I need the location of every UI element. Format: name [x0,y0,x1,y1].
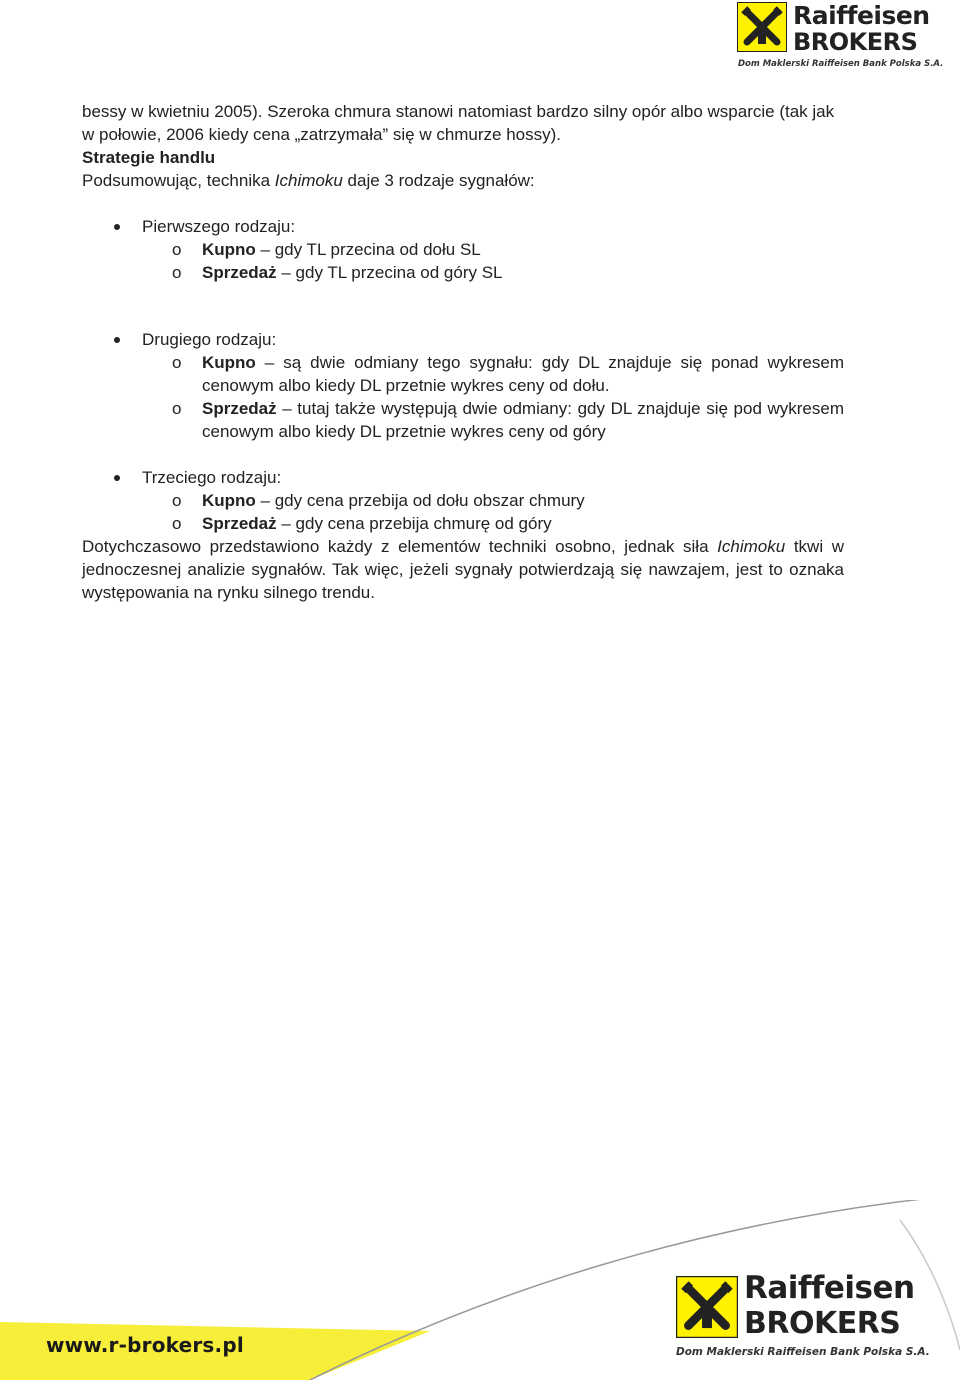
intro-paragraph: bessy w kwietniu 2005). Szeroka chmura stanowi natomiast bardzo silny opór albo wsparcie (tak jak w połowie, 2006 kiedy cena „zatrzymała” się w chmurze hossy). [82,102,835,144]
sub-bullet-icon: o [172,514,182,533]
section-heading: Strategie handlu [82,148,216,167]
footer-url: www.r-brokers.pl [46,1333,244,1357]
sub-bullet-icon: o [172,353,182,372]
closing-italic: Ichimoku [717,537,786,556]
signal-text: – gdy TL przecina od dołu SL [255,240,481,259]
summary-italic: Ichimoku [274,171,343,190]
logo-tagline: Dom Maklerski Raiffeisen Bank Polska S.A. [676,1346,930,1358]
group-label [82,328,844,351]
group-label [82,215,844,238]
group-label-text: Drugiego rodzaju: [142,330,277,349]
summary-paragraph [82,169,844,192]
logo-name-line1: Raiffeisen [793,1,930,30]
list-item [82,238,844,261]
footer-logo [672,1270,930,1362]
sub-bullet-icon: o [172,399,182,418]
signal-term: Sprzedaż [202,263,277,282]
signal-group-third [82,466,844,535]
signal-group-second [82,328,844,443]
list-item [82,489,844,512]
logo-name-line2: BROKERS [744,1306,901,1341]
sub-bullet-icon: o [172,240,182,259]
spacer [82,284,844,328]
signal-term: Kupno [202,353,256,372]
raiffeisen-crossed-horses-icon [737,2,787,52]
closing-part2: tkwi w jednoczesnej analizie sygnałów. Tak więc, jeżeli sygnały potwierdzają się nawzajem, jest to oznaka występowania na rynku silnego trendu. [82,537,845,602]
signal-text: – gdy cena przebija od dołu obszar chmury [255,491,585,510]
document-body [82,100,844,604]
closing-part1: Dotychczasowo przedstawiono każdy z elementów techniki osobno, jednak siła [82,537,718,556]
raiffeisen-crossed-horses-icon [676,1276,738,1338]
logo-name-line1: Raiffeisen [744,1270,915,1306]
list-item [82,261,844,284]
bullet-icon [114,337,120,343]
signal-term: Kupno [202,491,256,510]
signal-text: – gdy TL przecina od góry SL [276,263,503,282]
signal-text: – są dwie odmiany tego sygnału: gdy DL znajduje się ponad wykresem cenowym albo kiedy DL przetnie wykres ceny od dołu. [202,353,844,395]
bullet-icon [114,224,120,230]
header-logo [737,1,944,72]
signal-term: Sprzedaż [202,514,277,533]
signal-text: – gdy cena przebija chmurę od góry [276,514,552,533]
group-label [82,466,844,489]
signal-term: Sprzedaż [202,399,277,418]
bullet-icon [114,475,120,481]
list-item [82,351,844,397]
list-item [82,512,844,535]
logo-tagline: Dom Maklerski Raiffeisen Bank Polska S.A. [738,59,944,69]
logo-name-line2: BROKERS [793,28,918,56]
closing-paragraph [82,535,844,604]
signal-group-first [82,215,844,284]
group-label-text: Trzeciego rodzaju: [142,468,282,487]
summary-prefix: Podsumowując, technika [82,171,275,190]
signal-term: Kupno [202,240,256,259]
list-item [82,397,844,443]
sub-bullet-icon: o [172,263,182,282]
group-label-text: Pierwszego rodzaju: [142,217,296,236]
summary-suffix: daje 3 rodzaje sygnałów: [342,171,535,190]
sub-bullet-icon: o [172,491,182,510]
signal-text: – tutaj także występują dwie odmiany: gdy DL znajduje się pod wykresem cenowym albo kiedy DL przetnie wykres ceny od góry [202,399,844,441]
